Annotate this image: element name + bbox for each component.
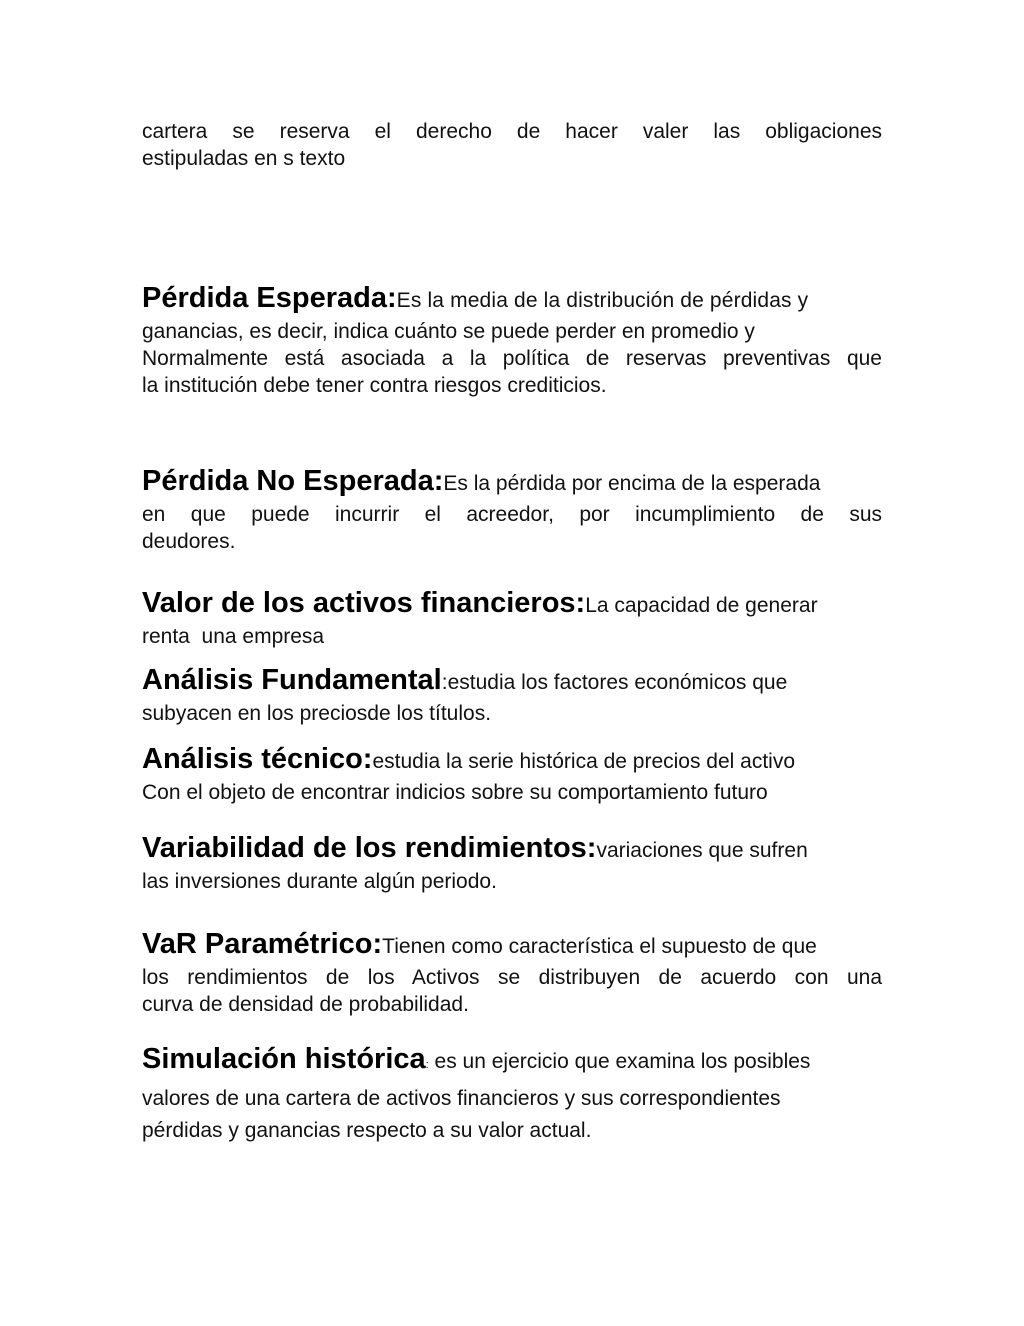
term-colon: : [425, 1059, 429, 1071]
entry-analisis-tecnico [142, 742, 882, 806]
entry-perdida-no-esperada [142, 464, 882, 555]
definition-text: estudia la serie histórica de precios del activo [372, 750, 796, 773]
definition-line: deudores. [142, 530, 236, 553]
definition-text: Tienen como característica el supuesto de que [382, 935, 817, 958]
entry-simulacion-historica [142, 1041, 882, 1147]
definition-line: los rendimientos de los Activos se distribuyen de acuerdo con una [142, 966, 882, 989]
entry-heading-line [142, 927, 882, 964]
term-title: Simulación histórica [142, 1043, 426, 1075]
entry-heading-line [142, 1041, 882, 1083]
intro-line-1: cartera se reserva el derecho de hacer valer las obligaciones [142, 120, 882, 143]
definition-line: curva de densidad de probabilidad. [142, 993, 469, 1016]
entry-perdida-esperada [142, 281, 882, 399]
term-title: Pérdida No Esperada: [142, 465, 444, 497]
definition-line: valores de una cartera de activos financieros y sus correspondientes [142, 1087, 781, 1110]
definition-line: subyacen en los preciosde los títulos. [142, 702, 492, 725]
intro-line-2: estipuladas en s texto [142, 147, 346, 170]
definition-line: las inversiones durante algún periodo. [142, 870, 497, 893]
entry-heading-line [142, 663, 882, 700]
definition-line: Normalmente está asociada a la política de reservas preventivas que [142, 347, 882, 370]
term-title: Análisis Fundamental [142, 664, 442, 696]
term-title: Análisis técnico: [142, 743, 373, 775]
entry-analisis-fundamental [142, 663, 882, 727]
entry-heading-line [142, 281, 882, 318]
definition-text: Es la pérdida por encima de la esperada [443, 472, 821, 495]
definition-line: renta una empresa [142, 625, 325, 648]
intro-paragraph [142, 118, 882, 172]
entry-heading-line [142, 586, 882, 623]
definition-text: :estudia los factores económicos que [441, 671, 788, 694]
term-title: Valor de los activos financieros: [142, 587, 586, 619]
definition-text: La capacidad de generar [585, 594, 818, 617]
entry-heading-line [142, 464, 882, 501]
entry-heading-line [142, 742, 882, 779]
definition-line: la institución debe tener contra riesgos crediticios. [142, 374, 607, 397]
definition-text: Es la media de la distribución de pérdidas y [396, 289, 809, 312]
definition-line: ganancias, es decir, indica cuánto se puede perder en promedio y [142, 320, 755, 343]
definition-line: en que puede incurrir el acreedor, por incumplimiento de sus [142, 503, 882, 526]
entry-var-parametrico [142, 927, 882, 1018]
definition-text: es un ejercicio que examina los posibles [428, 1050, 811, 1073]
entry-heading-line [142, 831, 882, 868]
definition-text: variaciones que sufren [596, 839, 808, 862]
term-title: Pérdida Esperada: [142, 282, 397, 314]
definition-line: pérdidas y ganancias respecto a su valor actual. [142, 1119, 592, 1142]
term-title: VaR Paramétrico: [142, 928, 383, 960]
definition-line: Con el objeto de encontrar indicios sobre su comportamiento futuro [142, 781, 768, 804]
entry-valor-activos [142, 586, 882, 650]
term-title: Variabilidad de los rendimientos: [142, 832, 597, 864]
entry-variabilidad [142, 831, 882, 895]
